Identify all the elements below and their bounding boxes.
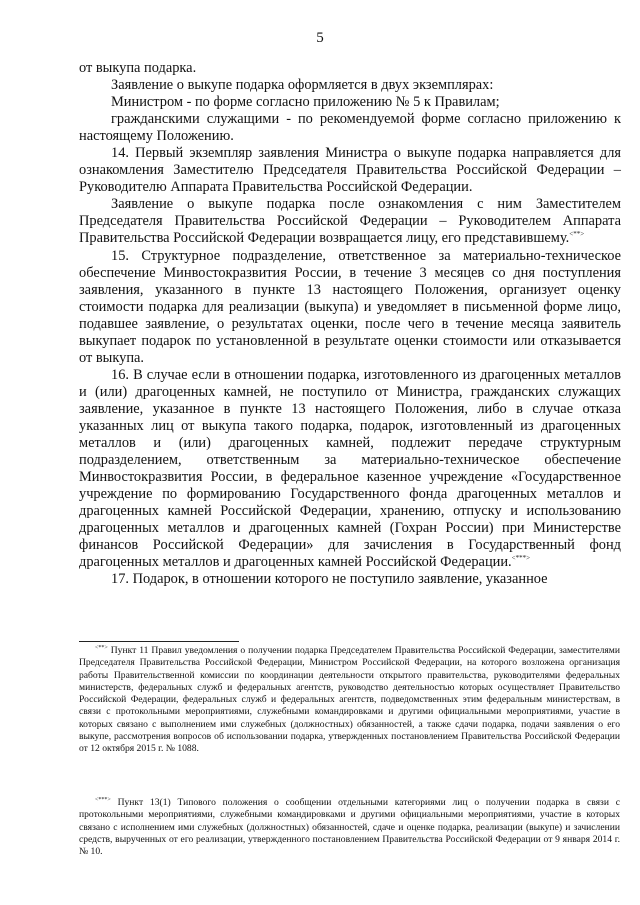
paragraph: 16. В случае если в отношении подарка, изготовленного из драгоценных металлов и (или) драгоценных камней, не поступило от Министра, гражданских служащих заявление, указанное в пункте 13 настоящего Положения, либо в случае отказа указанных лиц от выкупа такого подарка, подарок, изготовленный из драгоценных металлов и (или) драгоценных камней, подлежит передаче структурным подразделением, ответственным за материально-техническое обеспечение Минвостокразвития России, в федеральное казенное учреждение «Государственное учреждение по формированию Государственного фонда драгоценных металлов и драгоценных камней Российской Федерации, хранению, отпуску и использованию драгоценных металлов и драгоценных камней (Гохран России) при Министерстве финансов Российской Федерации» для зачисления в Государственный фонд драгоценных металлов и драгоценных камней Российской Федерации.<***> bbox=[79, 366, 621, 571]
document-body bbox=[79, 60, 621, 588]
paragraph: Министром - по форме согласно приложению № 5 к Правилам; bbox=[111, 94, 500, 111]
footnote bbox=[79, 645, 620, 756]
paragraph: от выкупа подарка. bbox=[79, 60, 197, 76]
footnote bbox=[79, 797, 620, 858]
footnote-separator bbox=[79, 641, 239, 642]
page-number: 5 bbox=[316, 30, 324, 46]
footnote-reference: <***> bbox=[511, 554, 531, 563]
footnote-text: Пункт 11 Правил уведомления о получении подарка Председателем Правительства Российской Федерации, заместителями Председателя Правительства Российской Федерации, Министром Российской Федерации, на которого возложена организация работы Правительственной комиссии по координации деятельности открытого правительства, руководителями федеральных министерств, федеральных служб и федеральных агентств, руководство деятельностью которых осуществляет Правительство Российской Федерации, федеральных служб и федеральных агентств, подведомственных этим федеральным министерствам, в связи с протокольными мероприятиями, служебными командировками и другими официальными мероприятиями, участие в которых связано с выполнением ими служебных (должностных) обязанностей, а также сдачи подарка, подачи заявления о его выкупе, рассмотрения вопросов об использовании подарка, утвержденных постановлением Правительства Российской Федерации от 12 октября 2015 г. № 1088. bbox=[79, 645, 620, 755]
paragraph: Заявление о выкупе подарка оформляется в двух экземплярах: bbox=[111, 77, 494, 94]
footnote-text: Пункт 13(1) Типового положения о сообщении отдельными категориями лиц о получении подарка в связи с протокольными мероприятиями, служебными командировками и другими официальными мероприятиями, участие в которых связано с исполнением ими служебных (должностных) обязанностей, сдаче и оценке подарка, реализации (выкупе) и зачислении средств, вырученных от его реализации, утвержденного постановлением Правительства Российской Федерации от 9 января 2014 г. № 10. bbox=[79, 797, 620, 858]
footnote-reference: <**> bbox=[569, 230, 585, 239]
paragraph: 17. Подарок, в отношении которого не поступило заявление, указанное bbox=[111, 571, 548, 588]
footnote-mark: <**> bbox=[95, 645, 108, 651]
footnote-mark: <***> bbox=[95, 797, 111, 803]
paragraph: Заявление о выкупе подарка после ознакомления с ним Заместителем Председателя Правительства Российской Федерации – Руководителем Аппарата Правительства Российской Федерации возвращается лицу, его представившему.<**> bbox=[79, 196, 621, 247]
paragraph: 15. Структурное подразделение, ответственное за материально-техническое обеспечение Минвостокразвития России, в течение 3 месяцев со дня поступления заявления, указанного в пункте 13 настоящего Положения, организует оценку стоимости подарка для реализации (выкупа) и уведомляет в письменной форме лицо, подавшее заявление, о результатах оценки, после чего в течение месяца заявитель выкупает подарок по установленной в результате оценки стоимости или отказывается от выкупа. bbox=[79, 247, 621, 366]
paragraph: 14. Первый экземпляр заявления Министра о выкупе подарка направляется для ознакомления Заместителю Председателя Правительства Российской Федерации – Руководителю Аппарата Правительства Российской Федерации. bbox=[79, 145, 621, 196]
paragraph: гражданскими служащими - по рекомендуемой форме согласно приложению к настоящему Положению. bbox=[79, 111, 621, 145]
